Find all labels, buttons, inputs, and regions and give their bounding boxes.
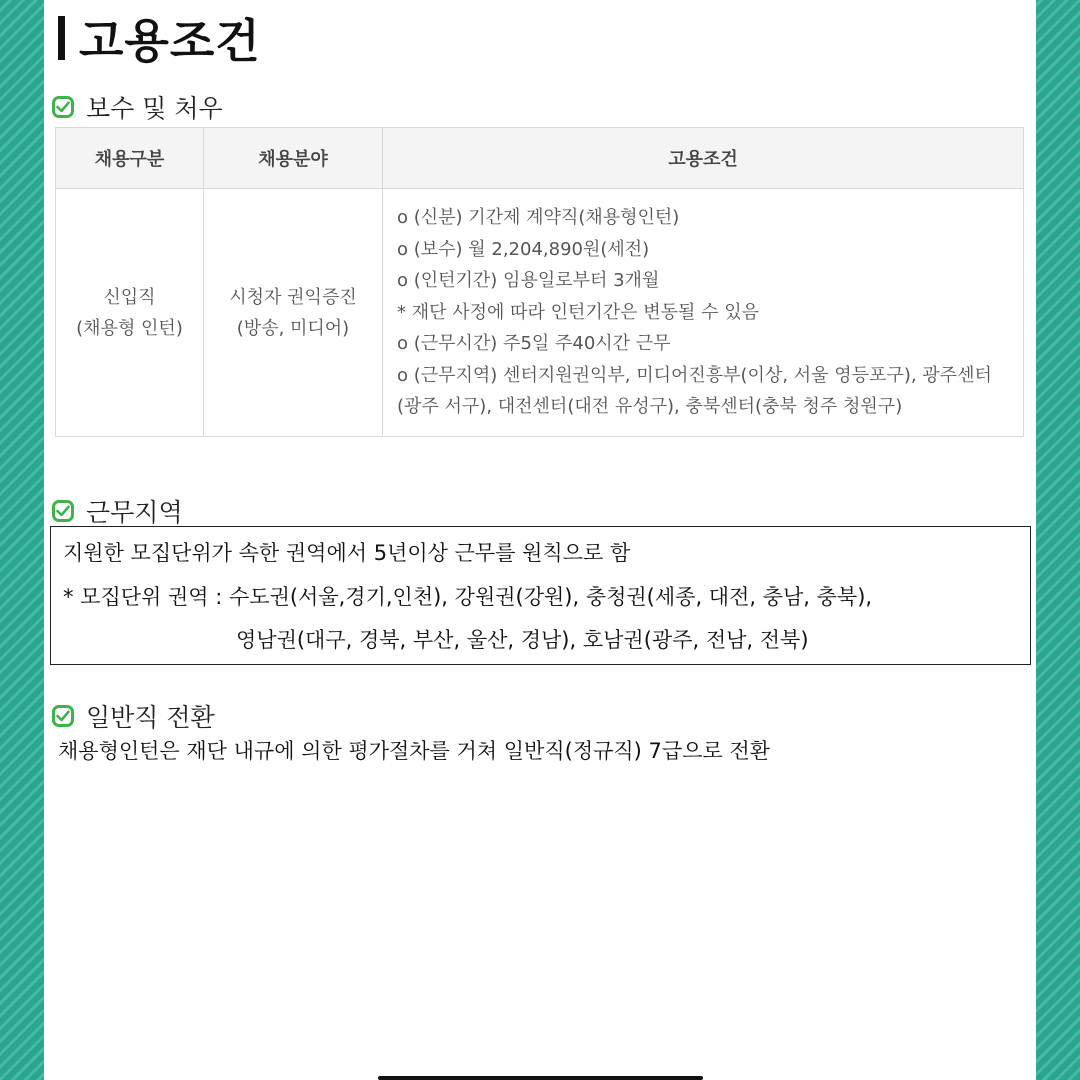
location-regions-text: * 모집단위 권역 : 수도권(서울,경기,인천), 강원권(강원), 충청권(세종, 대전, 충남, 충북), (63, 585, 873, 609)
section-conversion-heading (52, 698, 215, 734)
condition-note: * 재단 사정에 따라 인턴기간은 변동될 수 있음 (397, 301, 760, 323)
table-header-row (56, 128, 1024, 189)
check-icon (52, 500, 74, 522)
field-line: (방송, 미디어) (236, 317, 350, 339)
condition-line: o (인턴기간) 임용일로부터 3개월 (397, 270, 660, 291)
condition-line: o (근무지역) 센터지원권익부, 미디어진흥부(이상, 서울 영등포구), 광주센터 (397, 364, 992, 386)
condition-line: (광주 서구), 대전센터(대전 유성구), 충북센터(충북 청주 청원구) (397, 396, 903, 417)
page-title-text: 고용조건 (79, 14, 261, 68)
header-category: 채용구분 (56, 128, 204, 189)
table-row (56, 189, 1024, 437)
cell-field (204, 189, 383, 437)
location-rule-text: 지원한 모집단위가 속한 권역에서 5년이상 근무를 원칙으로 함 (63, 541, 631, 565)
section-location-heading (52, 493, 183, 529)
check-icon (52, 705, 74, 727)
page (44, 0, 1036, 1080)
category-line: 신입직 (103, 286, 156, 308)
location-box (50, 526, 1031, 665)
section-pay-heading (52, 89, 223, 125)
location-regions-text-cont: 영남권(대구, 경북, 부산, 울산, 경남), 호남권(광주, 전남, 전북) (236, 628, 809, 652)
cell-conditions (383, 189, 1024, 437)
conversion-text: 채용형인턴은 재단 내규에 의한 평가절차를 거쳐 일반직(정규직) 7급으로 전환 (58, 739, 771, 763)
conditions-table (55, 127, 1024, 437)
home-indicator[interactable] (378, 1076, 703, 1080)
title-bar-marker (58, 16, 65, 60)
section-location-title: 근무지역 (86, 498, 183, 527)
section-conversion-title: 일반직 전환 (86, 703, 215, 732)
cell-category (56, 189, 204, 437)
field-line: 시청자 권익증진 (229, 286, 357, 308)
check-icon (52, 96, 74, 118)
header-conditions: 고용조건 (383, 128, 1024, 189)
page-title (58, 6, 261, 70)
section-pay-title: 보수 및 처우 (86, 94, 223, 123)
condition-line: o (보수) 월 2,204,890원(세전) (397, 238, 650, 260)
category-line: (채용형 인턴) (76, 317, 183, 339)
header-field: 채용분야 (204, 128, 383, 189)
condition-line: o (근무시간) 주5일 주40시간 근무 (397, 333, 671, 354)
condition-line: o (신분) 기간제 계약직(채용형인턴) (397, 207, 680, 228)
